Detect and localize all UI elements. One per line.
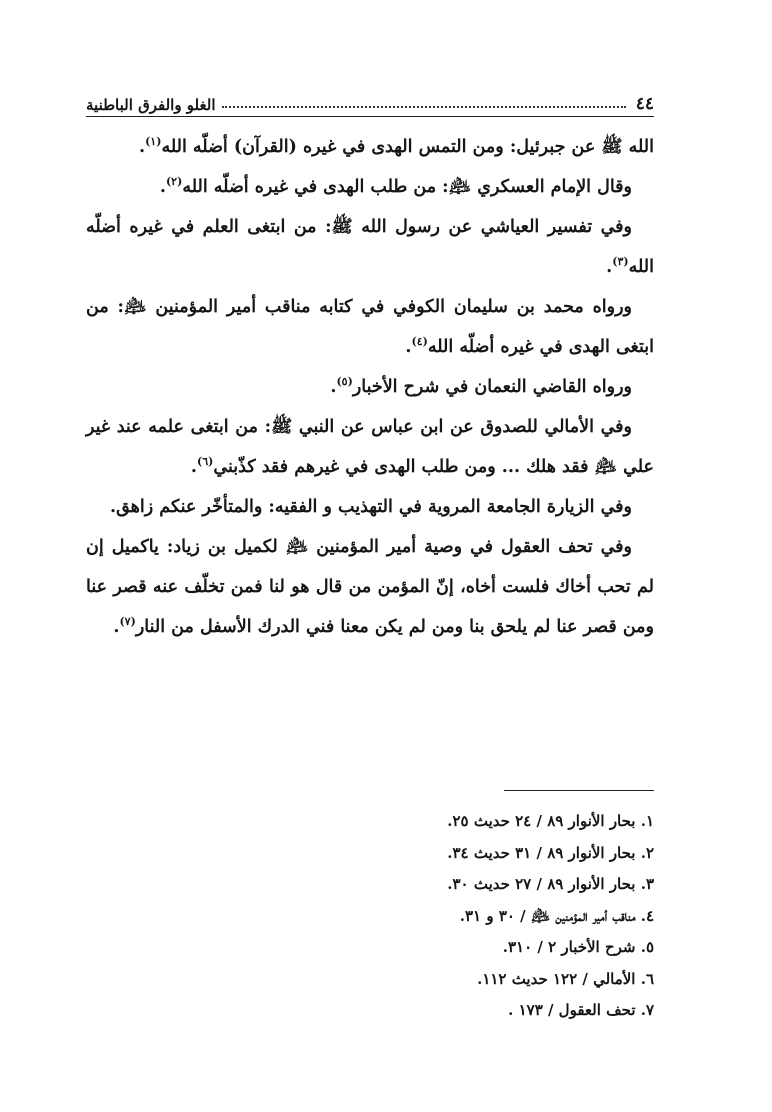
- footnote: ٧. تحف العقول / ١٧٣ .: [508, 1001, 654, 1019]
- paragraph: [86, 207, 654, 287]
- footnote-marker: (٣): [612, 255, 629, 269]
- paragraph-text: ورواه محمد بن سليمان الكوفي في كتابه مناقب أمير المؤمنين ﵇: من ابتغى الهدى في غيره أضلّه الله: [86, 297, 654, 357]
- footnotes: [286, 806, 654, 1027]
- page-number: ٤٤: [635, 94, 654, 114]
- paragraph-end: .: [606, 257, 613, 277]
- footnote: ٦. الأمالي / ١٢٢ حديث ١١٢.: [477, 969, 654, 988]
- paragraph-end: .: [113, 617, 120, 637]
- paragraph-text: ورواه القاضي النعمان في شرح الأخبار: [352, 377, 632, 397]
- paragraph-text: وفي تحف العقول في وصية أمير المؤمنين ﵇ لكميل بن زياد: ياكميل إن لم تحب أخاك فلست أخاه، إنّ المؤمن من قال هو لنا فمن تخلّف عنه قصر عنا ومن قصر عنا لم يلحق بنا ومن لم يكن معنا فني الدرك الأسفل من النار: [86, 537, 654, 637]
- paragraph-end: .: [190, 457, 198, 477]
- footnote: ٣. بحار الأنوار ٨٩ / ٢٧ حديث ٣٠.: [447, 875, 654, 893]
- paragraph: [86, 167, 654, 207]
- header-dot-leader: [222, 105, 626, 108]
- paragraph-text: الله ﷺ عن جبرئيل: ومن التمس الهدى في غيره (القرآن) أضلّه الله: [161, 137, 654, 157]
- footnote-marker: (١): [145, 135, 162, 149]
- paragraph-end: .: [405, 337, 412, 357]
- paragraph-end: .: [159, 177, 166, 197]
- running-header: [86, 84, 654, 117]
- paragraph: [86, 407, 654, 487]
- paragraph-end: .: [138, 137, 146, 157]
- paragraph: [86, 287, 654, 367]
- footnote-marker: (٤): [411, 335, 428, 349]
- footnote: ١. بحار الأنوار ٨٩ / ٢٤ حديث ٢٥.: [447, 812, 654, 830]
- footnote: ٥. شرح الأخبار ٢ / ٣١٠.: [502, 938, 654, 956]
- paragraph: [86, 487, 654, 527]
- footnote-marker: (٥): [336, 375, 353, 389]
- main-text: [86, 127, 654, 647]
- paragraph: [86, 367, 654, 407]
- paragraph-text: وقال الإمام العسكري ﵇: من طلب الهدى في غيره أضلّه الله: [182, 177, 632, 197]
- footnote-marker: (٦): [197, 455, 214, 469]
- footnote: ٤. مناقب أمير المؤمنين ﵇ / ٣٠ و ٣١.: [459, 906, 654, 925]
- paragraph-text: وفي الأمالي للصدوق عن ابن عباس عن النبي ﷺ: من ابتغى علمه عند غير علي ﵇ فقد هلك ... ومن طلب الهدى في غيرهم فقد كذّبني: [86, 417, 654, 477]
- paragraph-text: وفي تفسير العياشي عن رسول الله ﷺ: من ابتغى العلم في غيره أضلّه الله: [86, 217, 654, 277]
- paragraph-end: .: [330, 377, 337, 397]
- paragraph-text: وفي الزيارة الجامعة المروية في التهذيب و الفقيه: والمتأخّر عنكم زاهق.: [109, 497, 632, 517]
- footnote-separator: [504, 790, 654, 791]
- footnote: ٢. بحار الأنوار ٨٩ / ٣١ حديث ٣٤.: [447, 843, 654, 862]
- footnote-marker: (٢): [165, 175, 183, 189]
- paragraph: [86, 127, 654, 167]
- running-title: الغلو والفرق الباطنية: [86, 96, 216, 114]
- footnote-marker: (٧): [119, 615, 136, 629]
- paragraph: [86, 527, 654, 647]
